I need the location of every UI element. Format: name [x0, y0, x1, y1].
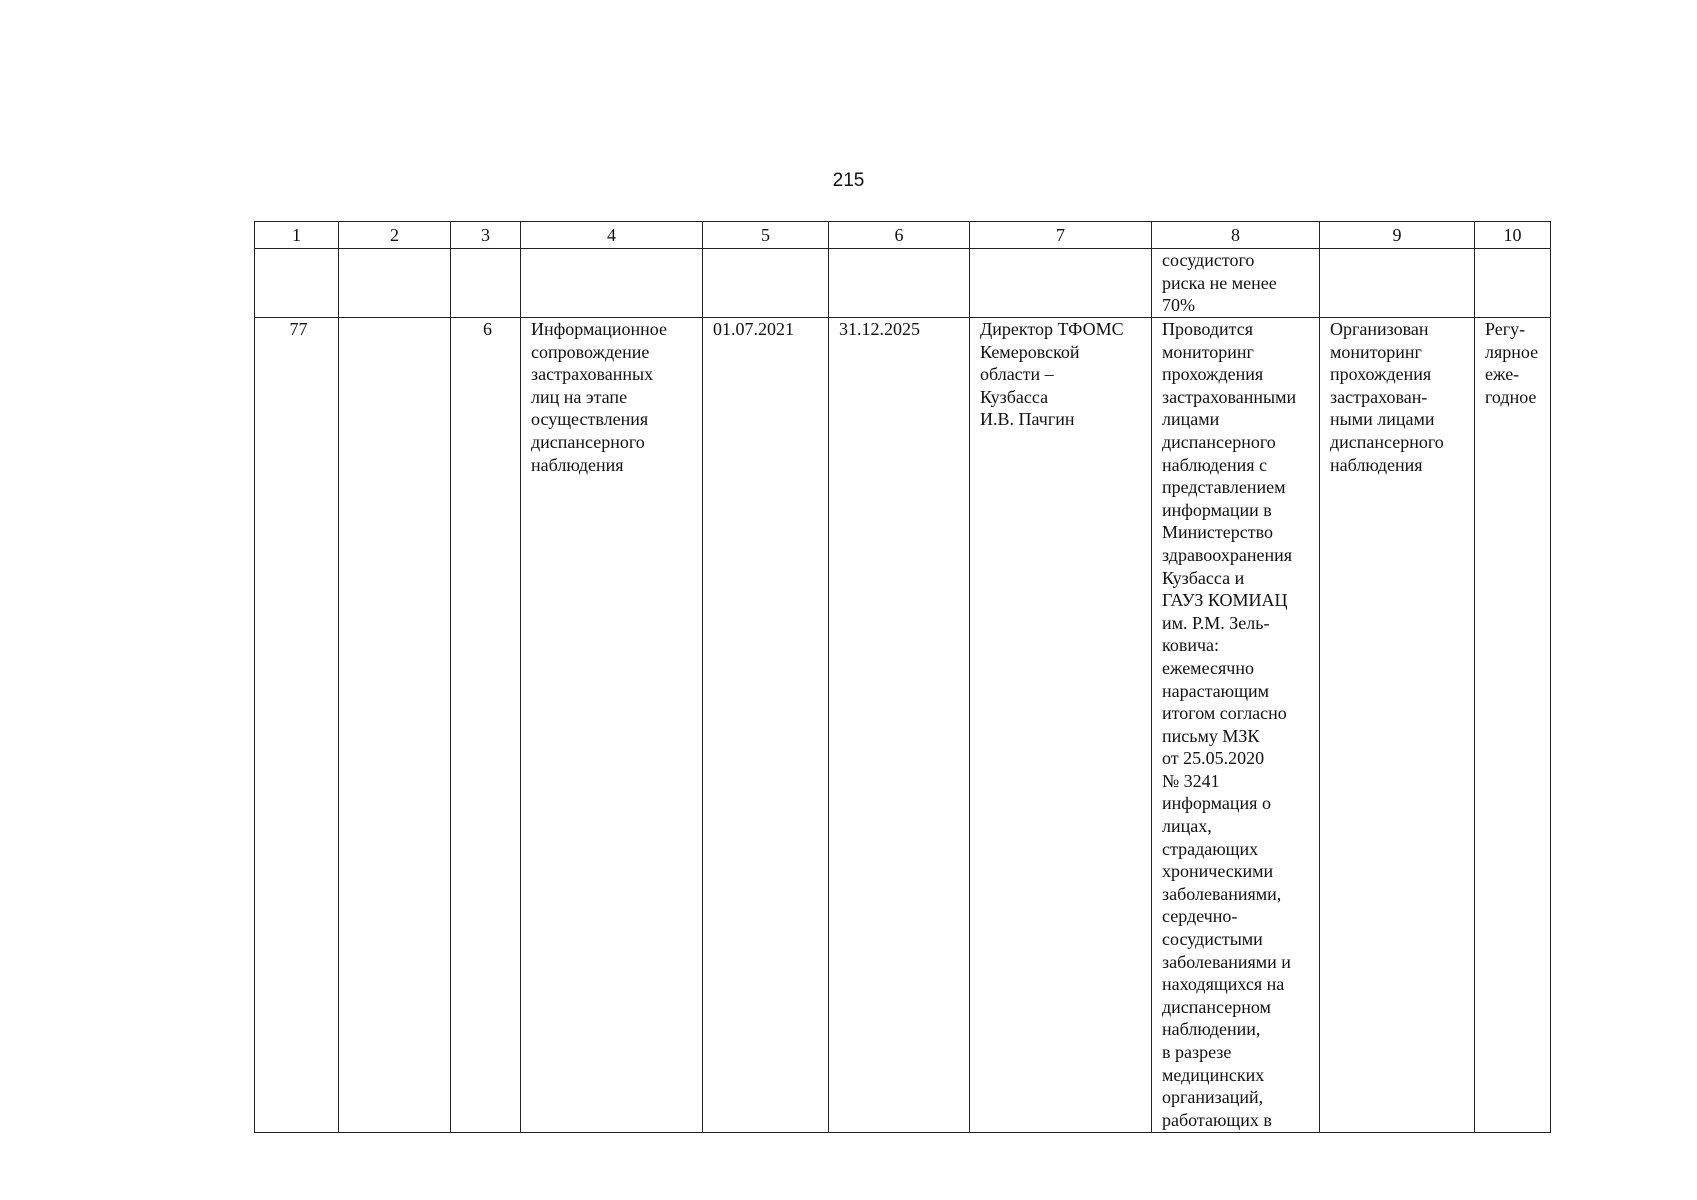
header-cell-9: 9: [1320, 222, 1475, 249]
cont-cell-2: [339, 249, 451, 318]
end-date-cell: 31.12.2025: [829, 318, 970, 1133]
cont-cell-7: [970, 249, 1152, 318]
table-row: [255, 318, 1551, 1133]
header-cell-1: 1: [255, 222, 339, 249]
frequency-cell: Регу- лярное еже- годное: [1475, 318, 1551, 1133]
cont-cell-9: [1320, 249, 1475, 318]
cont-cell-1: [255, 249, 339, 318]
cont-cell-10: [1475, 249, 1551, 318]
header-cell-2: 2: [339, 222, 451, 249]
description-cell: Проводится мониторинг прохождения застрахованными лицами диспансерного наблюдения с представлением информации в Министерство здравоохранения Кузбасса и ГАУЗ КОМИАЦ им. Р.М. Зель- ковича: ежемесячно нарастающим итогом согласно письму МЗК от 25.05.2020 № 3241 информация о лицах, страдающих хроническими заболеваниями, сердечно- сосудистыми заболеваниями и находящихся на диспансерном наблюдении, в разрезе медицинских организаций, работающих в: [1152, 318, 1320, 1133]
cont-cell-4: [521, 249, 703, 318]
document-table: [254, 221, 1551, 1133]
responsible-cell: Директор ТФОМС Кемеровской области – Кузбасса И.В. Пачгин: [970, 318, 1152, 1133]
continuation-row: [255, 249, 1551, 318]
header-cell-3: 3: [451, 222, 521, 249]
cont-cell-3: [451, 249, 521, 318]
header-cell-4: 4: [521, 222, 703, 249]
header-cell-10: 10: [1475, 222, 1551, 249]
event-name-cell: Информационное сопровождение застрахованных лиц на этапе осуществления диспансерного наблюдения: [521, 318, 703, 1133]
start-date-cell: 01.07.2021: [703, 318, 829, 1133]
cont-cell-8: сосудистого риска не менее 70%: [1152, 249, 1320, 318]
header-cell-6: 6: [829, 222, 970, 249]
cont-cell-6: [829, 249, 970, 318]
item-number-cell: 6: [451, 318, 521, 1133]
cont-cell-5: [703, 249, 829, 318]
header-cell-8: 8: [1152, 222, 1320, 249]
header-cell-5: 5: [703, 222, 829, 249]
header-cell-7: 7: [970, 222, 1152, 249]
header-row: [255, 222, 1551, 249]
page-number: 215: [832, 170, 865, 191]
main-cell-2: [339, 318, 451, 1133]
row-number-cell: 77: [255, 318, 339, 1133]
result-cell: Организован мониторинг прохождения застрахован- ными лицами диспансерного наблюдения: [1320, 318, 1475, 1133]
